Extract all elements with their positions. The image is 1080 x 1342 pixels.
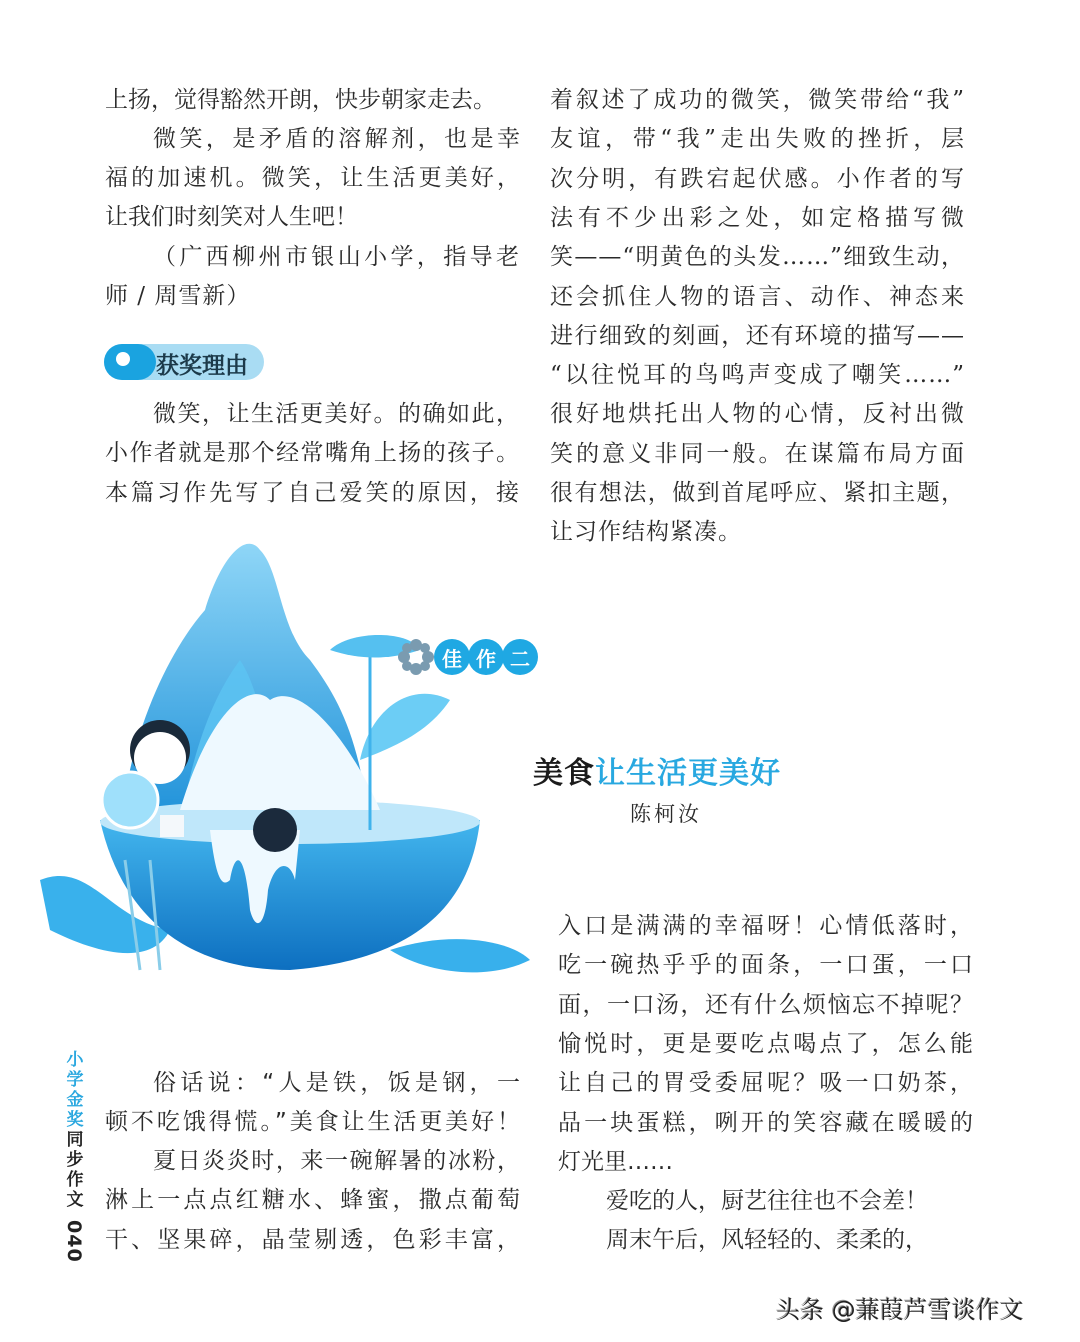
comment-line: 法有不少出彩之处，如定格描写微: [550, 204, 965, 231]
comment-line: 很好地烘托出人物的心情，反衬出微: [550, 401, 965, 428]
side-label-char: 作: [66, 1170, 84, 1190]
search-icon: [104, 344, 156, 380]
side-label-char: 步: [66, 1150, 84, 1170]
side-label-char: 金: [66, 1090, 84, 1110]
text-line: 微笑，是矛盾的溶解剂，也是幸: [153, 126, 520, 152]
text-line: 让我们时刻笑对人生吧！: [105, 204, 358, 230]
side-label-char: 小: [66, 1050, 84, 1070]
section-label-char: 佳: [434, 639, 470, 675]
comment-line: “以往悦耳的鸟鸣声变成了嘲笑……”: [550, 362, 965, 389]
text-line: （广西柳州市银山小学，指导老: [153, 244, 520, 270]
magazine-side-label: [64, 1050, 86, 1263]
comment-line: 笑——“明黄色的头发……”细致生动，: [550, 244, 965, 271]
shaved-ice-illustration: [30, 530, 550, 1010]
essay-line: 俗话说：“人是铁，饭是钢，一: [153, 1070, 520, 1096]
flower-icon: [396, 637, 436, 677]
comment-line: 让习作结构紧凑。: [550, 519, 742, 546]
side-label-char: 文: [66, 1190, 84, 1210]
comment-line: 还会抓住人物的语言、动作、神态来: [550, 283, 965, 310]
section-label: [396, 638, 538, 676]
essay-line: 周末午后，风轻轻的、柔柔的，: [606, 1227, 928, 1254]
essay-line: 面，一口汤，还有什么烦恼忘不掉呢？: [558, 991, 973, 1018]
comment-line: 笑的意义非同一般。在谋篇布局方面: [550, 440, 965, 467]
essay-line: 入口是满满的幸福呀！心情低落时，: [558, 913, 973, 939]
essay-title-dark: 美食: [533, 756, 595, 791]
award-reason-label: 获奖理由: [156, 353, 248, 379]
essay-line: 夏日炎炎时，来一碗解暑的冰粉，: [153, 1148, 520, 1174]
side-label-char: 同: [66, 1130, 84, 1150]
essay-line: 顿不吃饿得慌。”美食让生活更美好！: [105, 1109, 520, 1135]
essay-line: 让自己的胃受委屈呢？吸一口奶茶，: [558, 1070, 973, 1097]
comment-line: 次分明，有跌宕起伏感。小作者的写: [550, 165, 965, 192]
essay-author: 陈柯汝: [630, 802, 702, 826]
award-reason-badge: [104, 344, 264, 380]
essay-line: 灯光里……: [558, 1148, 673, 1175]
comment-line: 微笑，让生活更美好。的确如此，: [153, 401, 520, 427]
comment-line: 小作者就是那个经常嘴角上扬的孩子。: [105, 440, 520, 466]
essay-line: 愉悦时，更是要吃点喝点了，怎么能: [558, 1030, 973, 1057]
text-line: 福的加速机。微笑，让生活更美好，: [105, 165, 520, 191]
essay-title-blue: 让生活更美好: [595, 756, 781, 791]
watermark: 头条 @蒹葭芦雪谈作文: [776, 1296, 1024, 1324]
section-label-char: 二: [502, 639, 538, 675]
text-line: 师 / 周雪新）: [105, 283, 251, 309]
comment-line: 进行细致的刻画，还有环境的描写——: [550, 322, 965, 349]
essay-line: 淋上一点点红糖水、蜂蜜，撒点葡萄: [105, 1187, 520, 1213]
comment-line: 很有想法，做到首尾呼应、紧扣主题，: [550, 480, 965, 506]
essay-line: 爱吃的人，厨艺往往也不会差！: [606, 1188, 928, 1215]
comment-line: 着叙述了成功的微笑，微笑带给“我”: [550, 87, 965, 113]
essay-line: 品一块蛋糕，咧开的笑容藏在暖暖的: [558, 1109, 973, 1136]
comment-line: 本篇习作先写了自己爱笑的原因，接: [105, 480, 520, 506]
page-number: 040: [63, 1220, 85, 1263]
side-label-char: 奖: [66, 1110, 84, 1130]
essay-title: [533, 748, 781, 792]
essay-line: 吃一碗热乎乎的面条，一口蛋，一口: [558, 952, 973, 979]
side-label-char: 学: [66, 1070, 84, 1090]
text-line: 上扬，觉得豁然开朗，快步朝家走去。: [105, 87, 496, 113]
essay-line: 干、坚果碎，晶莹剔透，色彩丰富，: [105, 1227, 520, 1253]
comment-line: 友谊，带“我”走出失败的挫折，层: [550, 126, 965, 153]
section-label-char: 作: [468, 639, 504, 675]
